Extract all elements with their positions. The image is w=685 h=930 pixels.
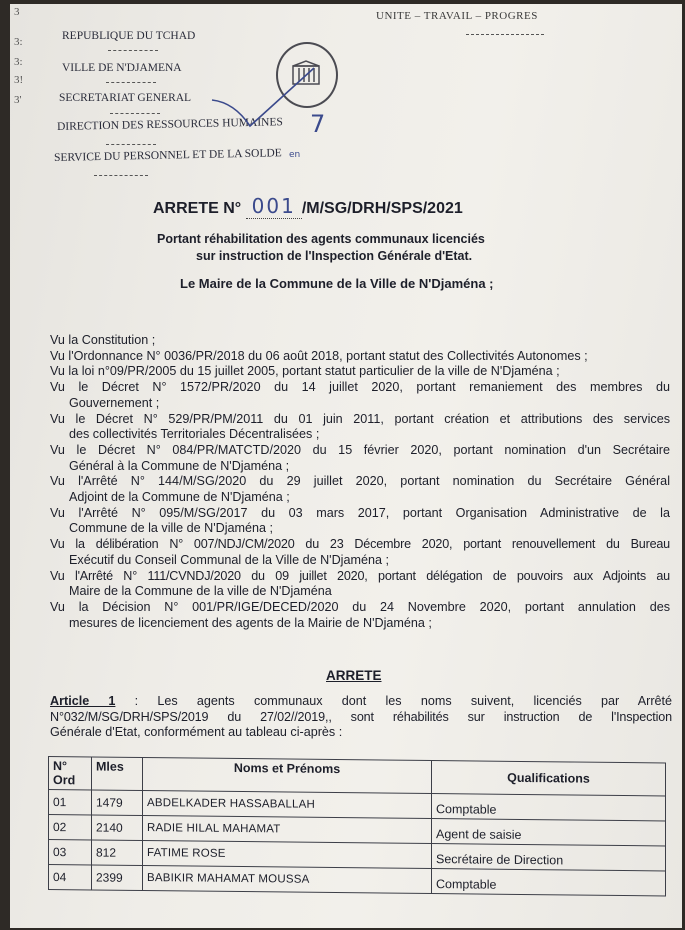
visa-text: Vu la délibération N° 007/NDJ/CM/2020 du 23 Décembre 2020, portant renouvellement du Bureau <box>50 537 670 552</box>
article-1-colon: : <box>115 694 158 708</box>
header-secretariat: SECRETARIAT GENERAL <box>59 92 192 104</box>
dotted-separator <box>108 50 158 51</box>
margin-numbers <box>10 4 36 114</box>
visa-text-continued: des collectivités Territoriales Décentralisées ; <box>69 427 320 442</box>
visa-text-continued: Maire de la Commune de la ville de N'Djaména <box>69 584 332 599</box>
decree-title <box>153 194 463 218</box>
cell-mle: 812 <box>92 840 143 866</box>
article-1 <box>50 694 672 741</box>
visa-text: Vu le Décret N° 529/PR/PM/2011 du 01 juin 2011, portant création et attributions des services <box>50 411 670 426</box>
margin-number: 3: <box>14 56 23 68</box>
visa-item <box>50 474 670 505</box>
visa-item <box>50 600 670 631</box>
cell-name: ABDELKADER HASSABALLAH <box>143 790 432 818</box>
cell-ord: 02 <box>49 815 92 840</box>
arrete-heading: ARRETE <box>326 668 382 683</box>
visa-item <box>50 364 670 380</box>
cell-name: BABIKIR MAHAMAT MOUSSA <box>143 865 432 893</box>
visa-text: Vu l'Arrêté N° 144/M/SG/2020 du 29 juillet 2020, portant nomination du Secrétaire Général <box>50 474 670 489</box>
cell-qual: Comptable <box>432 869 666 896</box>
visa-text: Vu la loi n°09/PR/2005 du 15 juillet 2005, portant statut particulier de la ville de N'Djaména ; <box>50 364 560 379</box>
handwritten-mark: 7 <box>310 110 326 138</box>
cell-qual: Agent de saisie <box>432 819 666 846</box>
cell-ord: 03 <box>49 840 92 865</box>
decree-title-suffix: /M/SG/DRH/SPS/2021 <box>301 200 463 217</box>
margin-number: 3 <box>14 6 20 18</box>
visa-text: Vu l'Arrêté N° 095/M/SG/2017 du 03 mars 2017, portant Organisation Administrative de la <box>50 505 670 520</box>
cell-qual: Secrétaire de Direction <box>432 844 666 871</box>
article-1-label: Article 1 <box>50 694 116 708</box>
cell-ord: 01 <box>49 790 92 815</box>
mayor-line: Le Maire de la Commune de la Ville de N'Djaména ; <box>180 276 494 291</box>
decree-number-handwritten: 001 <box>246 194 302 219</box>
visa-text-continued: Général à la Commune de N'Djaména ; <box>69 458 290 473</box>
margin-number: 3' <box>14 94 22 106</box>
decree-title-prefix: ARRETE N° <box>153 200 242 217</box>
handwritten-mark: en <box>289 150 301 160</box>
dotted-separator <box>110 113 160 114</box>
cell-ord: 04 <box>49 865 92 890</box>
visa-text: Vu l'Ordonnance N° 0036/PR/2018 du 06 août 2018, portant statut des Collectivités Autonomes ; <box>50 348 588 363</box>
handwritten-stroke <box>210 62 320 132</box>
visa-item <box>50 333 670 349</box>
visa-text: Vu l'Arrêté N° 111/CVNDJ/2020 du 09 juillet 2020, portant délégation de pouvoirs aux Adjoints au <box>50 568 670 583</box>
national-motto: UNITE – TRAVAIL – PROGRES <box>376 10 538 22</box>
dotted-separator <box>106 82 156 83</box>
header-city: VILLE DE N'DJAMENA <box>62 62 182 74</box>
visa-item <box>50 443 670 474</box>
visa-item <box>50 380 670 411</box>
visa-text: Vu le Décret N° 1572/PR/2020 du 14 juillet 2020, portant remaniement des membres du <box>50 380 670 395</box>
visa-text-continued: Adjoint de la Commune de N'Djaména ; <box>69 490 290 505</box>
article-1-text: Les agents communaux dont les noms suivent, licenciés par Arrêté <box>157 694 673 708</box>
article-1-line2: N°032/M/SG/DRH/SPS/2019 du 27/02//2019,, sont réhabilités sur instruction de l'Inspection <box>50 709 672 724</box>
visa-text: Vu la Décision N° 001/PR/IGE/DECED/2020 du 24 Novembre 2020, portant annulation des <box>50 599 670 614</box>
decree-subtitle-line1: Portant réhabilitation des agents communaux licenciés <box>157 232 485 246</box>
cell-name: RADIE HILAL MAHAMAT <box>143 815 432 843</box>
col-header-ord-line1: N° <box>53 759 68 774</box>
visa-item <box>50 569 670 600</box>
cell-qual: Comptable <box>432 794 666 821</box>
header-direction: DIRECTION DES RESSOURCES HUMAINES <box>56 116 283 133</box>
visa-text-continued: mesures de licenciement des agents de la Mairie de N'Djaména ; <box>69 615 432 630</box>
margin-number: 3: <box>14 36 23 48</box>
col-header-ord <box>49 757 92 790</box>
visa-text-continued: Exécutif du Conseil Communal de la Ville de N'Djaména ; <box>69 552 389 567</box>
cell-mle: 2399 <box>92 865 143 891</box>
header-service: SERVICE DU PERSONNEL ET DE LA SOLDE <box>53 147 282 164</box>
visa-text: Vu la Constitution ; <box>50 333 156 347</box>
dotted-separator <box>466 34 544 35</box>
visa-item <box>50 349 670 365</box>
cell-mle: 1479 <box>92 790 143 816</box>
table-row <box>49 865 666 896</box>
visa-text-continued: Gouvernement ; <box>69 395 160 410</box>
visa-text: Vu le Décret N° 084/PR/MATCTD/2020 du 15 février 2020, portant nomination d'un Secrétaire <box>50 442 670 457</box>
document-page <box>10 4 682 928</box>
col-header-qual: Qualifications <box>432 761 666 796</box>
visas-list <box>50 333 670 631</box>
agents-table <box>48 756 666 896</box>
margin-number: 3! <box>14 74 24 86</box>
decree-subtitle-line2: sur instruction de l'Inspection Générale d'Etat. <box>196 249 473 263</box>
col-header-ord-line2: Ord <box>53 773 76 788</box>
col-header-mle: Mles <box>92 757 143 791</box>
visa-item <box>50 537 670 568</box>
visa-text-continued: Commune de la ville de N'Djaména ; <box>69 521 273 536</box>
col-header-name: Noms et Prénoms <box>143 757 432 793</box>
visa-item <box>50 412 670 443</box>
header-republic: REPUBLIQUE DU TCHAD <box>62 30 196 42</box>
visa-item <box>50 506 670 537</box>
dotted-separator <box>94 175 148 176</box>
article-1-line1 <box>50 694 672 710</box>
dotted-separator <box>106 144 156 145</box>
cell-name: FATIME ROSE <box>143 840 432 868</box>
article-1-line3: Générale d'Etat, conformément au tableau ci-après : <box>50 725 343 740</box>
cell-mle: 2140 <box>92 815 143 841</box>
